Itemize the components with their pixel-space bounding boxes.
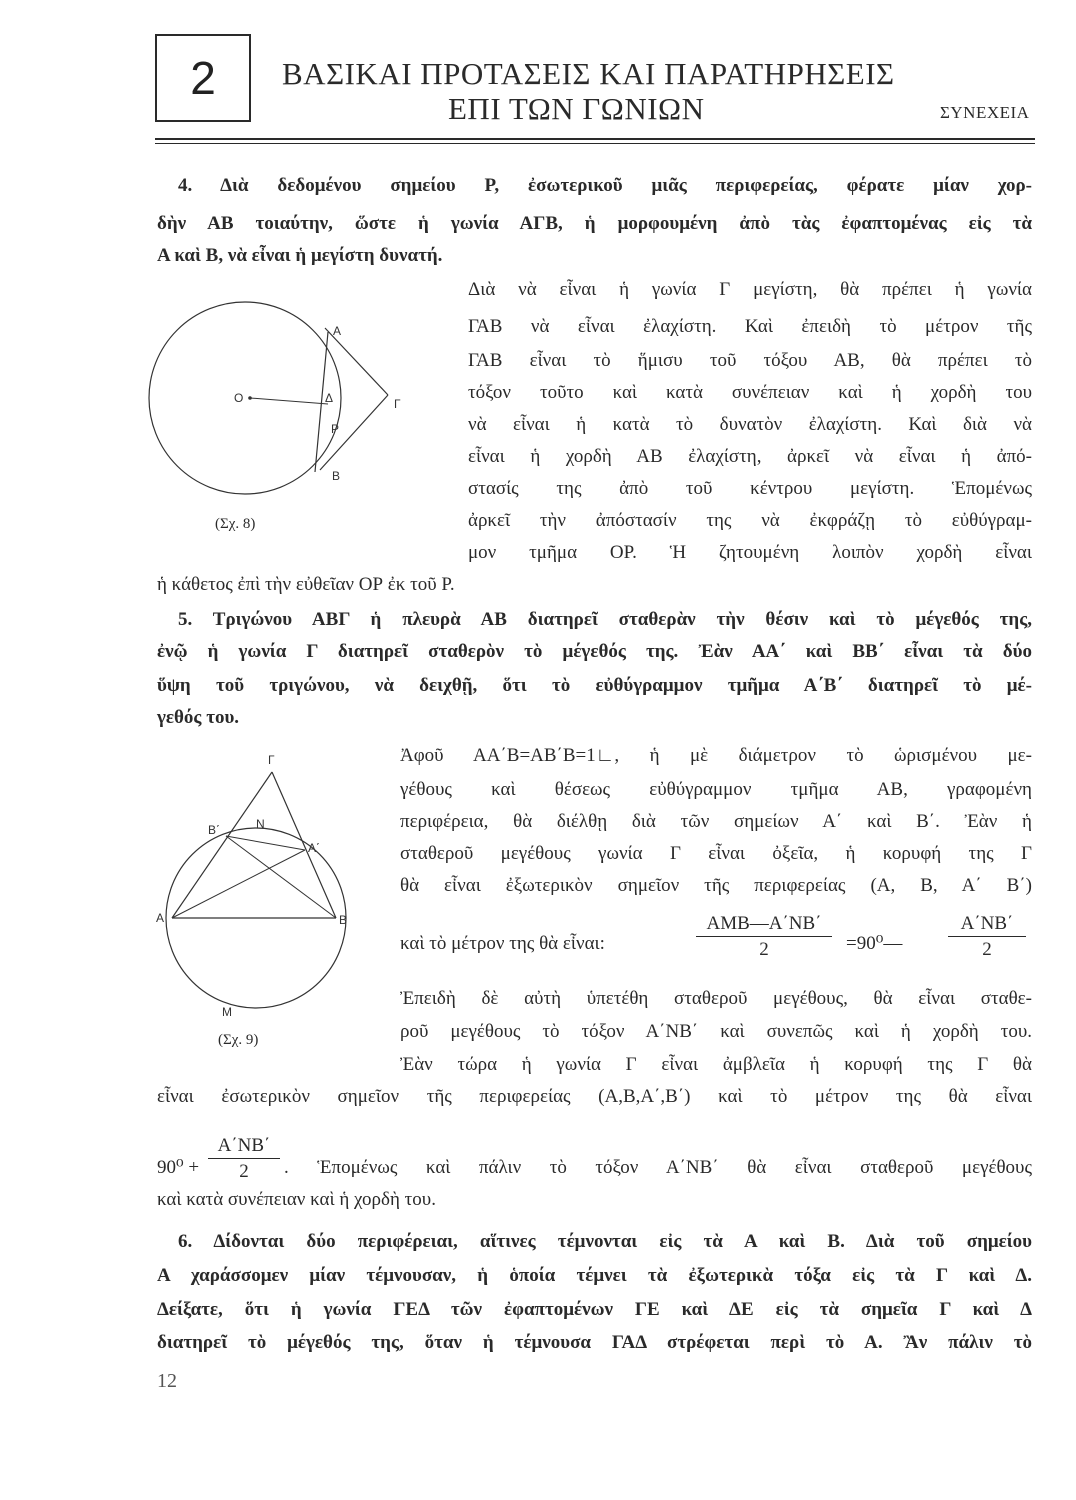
problem-5-solution-line: ροῦ μεγέθους τὸ τόξον Α΄ΝΒ΄ καὶ συνεπῶς καὶ ἡ χορδὴ του.	[400, 1021, 1032, 1042]
chapter-title-line1: ΒΑΣΙΚΑΙ ΠΡΟΤΑΣΕΙΣ ΚΑΙ ΠΑΡΑΤΗΡΗΣΕΙΣ	[282, 56, 895, 91]
problem-5-statement-line2: ἐνῷ ἡ γωνία Γ διατηρεῖ σταθερὸν τὸ μέγεθός της. Ἐὰν ΑΑ΄ καὶ ΒΒ΄ εἶναι τὰ δύο	[157, 641, 1032, 662]
problem-5-solution-line: γέθους καὶ θέσεως εὐθύγραμμον τμῆμα ΑΒ, γραφομένη	[400, 779, 1032, 800]
fig9-label-a: A	[156, 911, 165, 925]
problem-6-statement-line2: Α χαράσσομεν μίαν τέμνουσαν, ἡ ὁποία τέμνει τὰ ἐξωτερικὰ τόξα εἰς τὰ Γ καὶ Δ.	[157, 1265, 1032, 1286]
fig8-label-g: Γ	[394, 397, 401, 411]
problem-6-statement-line3: Δείξατε, ὅτι ἡ γωνία ΓΕΔ τῶν ἐφαπτομένων ΓΕ καὶ ΔΕ εἰς τὰ σημεῖα Γ καὶ Δ	[157, 1299, 1032, 1320]
chapter-title-line2: ΕΠΙ ΤΩΝ ΓΩΝΙΩΝ	[448, 91, 705, 126]
fraction-numerator: ΑΜΒ—Α΄ΝΒ΄	[706, 913, 822, 934]
problem-6-statement-line4: διατηρεῖ τὸ μέγεθός της, ὅταν ἡ τέμνουσα ΓΑΔ στρέφεται περὶ τὸ Α. Ἂν πάλιν τὸ	[157, 1332, 1032, 1353]
problem-5-solution-line: . Ἑπομένως καὶ πάλιν τὸ τόξον Α΄ΝΒ΄ θὰ εἶναι σταθεροῦ μεγέθους	[284, 1157, 1032, 1178]
problem-5-solution-line: περιφέρεια, θὰ διέλθῃ διὰ τῶν σημείων Α΄ καὶ Β΄. Ἐὰν ἡ	[400, 811, 1032, 832]
fraction-arc-difference	[696, 912, 832, 963]
figure-8	[150, 280, 430, 550]
problem-5-solution-line: εἶναι ἐσωτερικὸν σημεῖον τῆς περιφερείας (Α,Β,Α΄,Β΄) καὶ τὸ μέτρον της θὰ εἶναι	[157, 1086, 1032, 1107]
problem-6-statement-line1: 6. Δίδονται δύο περιφέρειαι, αἵτινες τέμνονται εἰς τὰ Α καὶ Β. Διὰ τοῦ σημείου	[178, 1231, 1033, 1252]
fig9-side-bg	[272, 772, 336, 918]
fig8-circle	[149, 302, 341, 494]
problem-4-statement-line1: 4. Διὰ δεδομένου σημείου Ρ, ἐσωτερικοῦ μιᾶς περιφερείας, φέρατε μίαν χορ-	[178, 175, 1033, 196]
problem-5-statement-line1: 5. Τριγώνου ΑΒΓ ἡ πλευρὰ ΑΒ διατηρεῖ σταθερὰν τὴν θέσιν καὶ τὸ μέγεθός της,	[178, 609, 1032, 630]
problem-4-solution-line: νὰ εἶναι ἡ κατὰ τὸ δυνατὸν ἐλαχίστη. Καὶ διὰ νὰ	[468, 414, 1032, 435]
problem-5-solution-line: θὰ εἶναι ἐξωτερικὸν σημεῖον τῆς περιφερείας (Α, Β, Α΄ Β΄)	[400, 875, 1032, 896]
fig9-label-b-prime: B΄	[208, 823, 220, 837]
figure-8-caption: (Σχ. 8)	[215, 516, 256, 532]
fraction-denominator: 2	[208, 1158, 280, 1185]
chapter-number-box: 2	[155, 34, 251, 122]
fraction-numerator: Α΄ΝΒ΄	[217, 1135, 271, 1156]
figure-9-caption: (Σχ. 9)	[218, 1032, 259, 1048]
header-rule	[155, 138, 1035, 140]
fig8-point-o	[248, 396, 252, 400]
problem-4-solution-line: ἀρκεῖ τὴν ἀπόστασίν της νὰ ἐκφράζῃ τὸ εὐθύγραμ-	[468, 510, 1032, 531]
fig9-label-m: M	[222, 1005, 232, 1019]
fraction-numerator: Α΄ΝΒ΄	[960, 913, 1014, 934]
problem-4-statement-line2: δὴν ΑΒ τοιαύτην, ὥστε ἡ γωνία ΑΓΒ, ἡ μορφουμένη ἀπὸ τὰς ἐφαπτομένας εἰς τὰ	[157, 213, 1032, 234]
fraction-denominator: 2	[948, 936, 1026, 963]
fig9-label-g: Γ	[268, 753, 275, 767]
problem-5-solution-final: καὶ κατὰ συνέπειαν καὶ ἡ χορδὴ του.	[157, 1189, 436, 1210]
problem-4-solution-line: στασίς της ἀπὸ τοῦ κέντρου μεγίστη. Ἑπομένως	[468, 478, 1032, 499]
problem-4-solution-line: ΓΑΒ εἶναι τὸ ἥμισυ τοῦ τόξου ΑΒ, θὰ πρέπει τὸ	[468, 350, 1032, 371]
fig8-tangent-a	[325, 328, 388, 395]
fig8-label-d: Δ	[325, 391, 334, 405]
problem-5-solution-line: Ἐπειδὴ δὲ αὐτὴ ὑπετέθη σταθεροῦ μεγέθους, θὰ εἶναι σταθε-	[400, 988, 1032, 1009]
problem-4-solution-line: τόξον τοῦτο καὶ κατὰ συνέπειαν καὶ ἡ χορδὴ του	[468, 382, 1032, 403]
header-rule-thin	[155, 143, 1035, 144]
problem-4-solution-line: εἶναι ἡ χορδὴ ΑΒ ἐλαχίστη, ἀρκεῖ νὰ εἶναι ἡ ἀπό-	[468, 446, 1032, 467]
fig9-label-n: N	[256, 817, 265, 831]
problem-5-solution-line: σταθεροῦ μεγέθους γωνία Γ εἶναι ὀξεῖα, ἡ κορυφή της Γ	[400, 843, 1032, 864]
equals-ninety-minus: =90⁰—	[846, 933, 903, 954]
fraction-arc-half-obtuse	[208, 1134, 280, 1185]
fig8-label-b: B	[332, 469, 341, 483]
problem-4-solution-line: Διὰ νὰ εἶναι ἡ γωνία Γ μεγίστη, θὰ πρέπει ἡ γωνία	[468, 279, 1032, 300]
problem-5-statement-line3: ὕψη τοῦ τριγώνου, νὰ δειχθῇ, ὅτι τὸ εὐθύγραμμον τμῆμα Α΄Β΄ διατηρεῖ τὸ μέ-	[157, 675, 1032, 696]
problem-5-solution-line: Ἀφοῦ ΑΑ΄Β=ΑΒ΄Β=1∟, ἡ μὲ διάμετρον τὸ ὡρισμένου με-	[400, 745, 1032, 766]
problem-4-statement-line3: Α καὶ Β, νὰ εἶναι ἡ μεγίστη δυνατή.	[157, 245, 443, 266]
fig8-label-o: O	[234, 391, 244, 405]
continued-label: ΣΥΝΕΧΕΙΑ	[940, 103, 1030, 122]
fig9-segment-ab-prime	[226, 836, 305, 850]
fig9-altitude-aa	[172, 850, 305, 918]
fraction-arc-half	[948, 912, 1026, 963]
problem-4-solution-line: ΓΑΒ νὰ εἶναι ἐλαχίστη. Καὶ ἐπειδὴ τὸ μέτρον τῆς	[468, 316, 1032, 337]
fig8-label-p: P	[331, 422, 340, 436]
fig9-label-a-prime: A΄	[308, 841, 320, 855]
problem-4-solution-last: ἡ κάθετος ἐπὶ τὴν εὐθεῖαν ΟΡ ἐκ τοῦ Ρ.	[157, 574, 455, 595]
problem-5-statement-line4: γεθός του.	[157, 707, 240, 728]
problem-4-solution-line: μον τμῆμα ΟΡ. Ἡ ζητουμένη λοιπὸν χορδὴ εἶναι	[468, 542, 1032, 563]
fig8-label-a: A	[333, 324, 342, 338]
fig9-side-ag	[172, 772, 272, 918]
ninety-plus: 90⁰ +	[157, 1157, 200, 1178]
fig8-segment-op	[250, 398, 328, 404]
problem-5-solution-line: Ἐὰν τώρα ἡ γωνία Γ εἶναι ἀμβλεῖα ἡ κορυφή της Γ θὰ	[400, 1054, 1032, 1075]
page-number: 12	[157, 1370, 177, 1392]
measure-intro: καὶ τὸ μέτρον της θὰ εἶναι:	[400, 933, 605, 954]
fig9-label-b: B	[339, 913, 348, 927]
fraction-denominator: 2	[696, 936, 832, 963]
figure-9	[150, 750, 380, 1050]
